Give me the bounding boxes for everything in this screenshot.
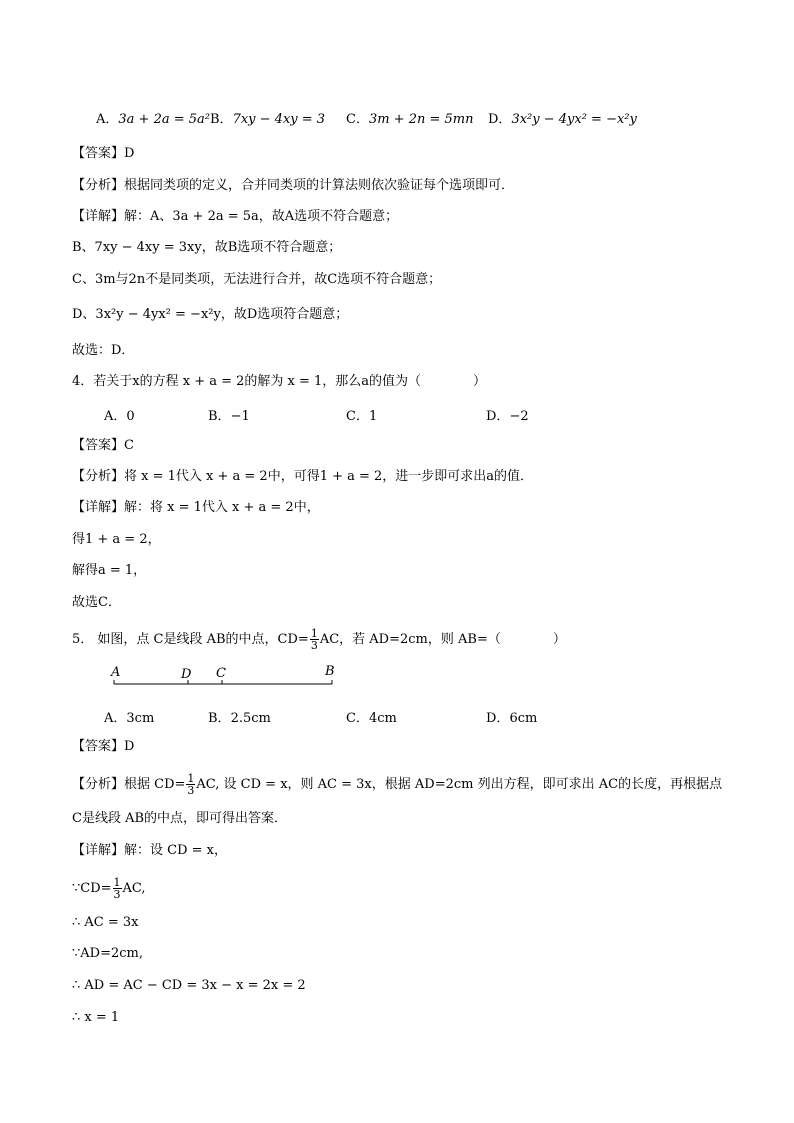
fraction-numerator: 1 (310, 627, 318, 640)
q3-detail-line: D、3x²y − 4yx² = −x²y，故D选项符合题意； (72, 307, 349, 322)
q5-step (72, 877, 146, 900)
point-label-c: C (216, 666, 226, 681)
option-value: 0 (126, 409, 135, 424)
q5-analysis-part: AC, 设 CD = x，则 AC = 3x，根据 AD=2cm 列出方程，即可求出 AC的长度，再根据点 (196, 777, 723, 792)
option-label: D． (486, 711, 510, 726)
option-value: 2.5cm (230, 711, 271, 726)
q5-analysis (72, 773, 722, 796)
option-label: D． (488, 112, 512, 127)
option-expression: 3m + 2n = 5mn (368, 112, 474, 127)
line-segment-figure (108, 660, 348, 692)
q5-step-part: ∵CD= (72, 881, 112, 896)
q4-detail-line: 得1 + a = 2， (72, 532, 161, 547)
q3-detail-line: C、3m与2n不是同类项，无法进行合并，故C选项不符合题意； (72, 272, 442, 287)
fraction-one-third (310, 628, 319, 651)
option-expression: 3x²y − 4yx² = −x²y (511, 112, 637, 127)
q5-step: ∴ x = 1 (72, 1010, 120, 1025)
q5-step-part: AC, (122, 881, 146, 896)
q5-stem-part: 5． 如图，点 C是线段 AB的中点，CD= (72, 632, 309, 647)
option-label: A． (104, 409, 127, 424)
q5-step: ∵AD=2cm, (72, 946, 143, 961)
option-value: −1 (230, 409, 250, 424)
fraction-denominator: 3 (310, 639, 318, 652)
option-label: C． (346, 409, 369, 424)
option-value: 3cm (126, 711, 155, 726)
fraction-one-third (113, 877, 122, 900)
point-label-d: D (181, 667, 192, 682)
q5-stem-part: AC，若 AD=2cm，则 AB=（ ） (319, 632, 566, 647)
option-label: B． (208, 409, 231, 424)
q4-detail-line: 解得a = 1， (72, 563, 147, 578)
q5-option-a (104, 707, 154, 726)
point-label-a: A (111, 665, 121, 680)
q4-conclusion: 故选C． (72, 595, 121, 610)
q3-option-b (210, 108, 325, 127)
q5-stem (72, 628, 566, 651)
option-expression: 3a + 2a = 5a² (118, 112, 210, 127)
q5-step: ∴ AD = AC − CD = 3x − x = 2x = 2 (72, 978, 306, 993)
fraction-numerator: 1 (187, 772, 195, 785)
fraction-numerator: 1 (113, 876, 121, 889)
q3-option-c (346, 108, 473, 127)
q5-option-c (346, 707, 397, 726)
q4-stem: 4．若关于x的方程 x + a = 2的解为 x = 1，那么a的值为（ ） (72, 374, 487, 389)
q5-option-d (486, 707, 537, 726)
q5-analysis-line2: C是线段 AB的中点，即可得出答案． (72, 811, 288, 826)
option-value: 1 (368, 409, 378, 424)
q4-answer: 【答案】C (72, 438, 134, 453)
q3-detail-line: B、7xy − 4xy = 3xy，故B选项不符合题意； (72, 240, 342, 255)
fraction-denominator: 3 (113, 888, 121, 901)
q5-answer: 【答案】D (72, 739, 135, 754)
option-label: A． (96, 112, 119, 127)
q3-option-d (488, 108, 637, 127)
option-value: 4cm (368, 711, 397, 726)
point-label-b: B (325, 664, 335, 679)
q3-option-a (96, 108, 210, 127)
q5-analysis-part: 【分析】根据 CD= (72, 777, 186, 792)
option-label: C． (346, 711, 369, 726)
q4-option-d (486, 405, 529, 424)
option-label: D． (486, 409, 510, 424)
option-label: B． (208, 711, 231, 726)
fraction-one-third (186, 773, 195, 796)
q4-option-c (346, 405, 377, 424)
q3-answer: 【答案】D (72, 146, 135, 161)
fraction-denominator: 3 (187, 784, 195, 797)
q3-detail-line: 【详解】解：A、3a + 2a = 5a，故A选项不符合题意； (72, 209, 399, 224)
option-label: B． (210, 112, 233, 127)
option-value: 6cm (509, 711, 538, 726)
q4-detail-line: 【详解】解：将 x = 1代入 x + a = 2中， (72, 500, 320, 515)
q3-conclusion: 故选：D． (72, 343, 135, 358)
option-label: C． (346, 112, 369, 127)
q5-step: ∴ AC = 3x (72, 915, 139, 930)
q5-detail-intro: 【详解】解：设 CD = x， (72, 843, 227, 858)
option-expression: 7xy − 4xy = 3 (232, 112, 326, 127)
option-value: −2 (509, 409, 529, 424)
q4-option-b (208, 405, 250, 424)
q3-analysis: 【分析】根据同类项的定义，合并同类项的计算法则依次验证每个选项即可． (72, 178, 515, 193)
q4-analysis: 【分析】将 x = 1代入 x + a = 2中，可得1 + a = 2，进一步即可求出a的值． (72, 469, 534, 484)
option-label: A． (104, 711, 127, 726)
q5-option-b (208, 707, 271, 726)
q4-option-a (104, 405, 135, 424)
